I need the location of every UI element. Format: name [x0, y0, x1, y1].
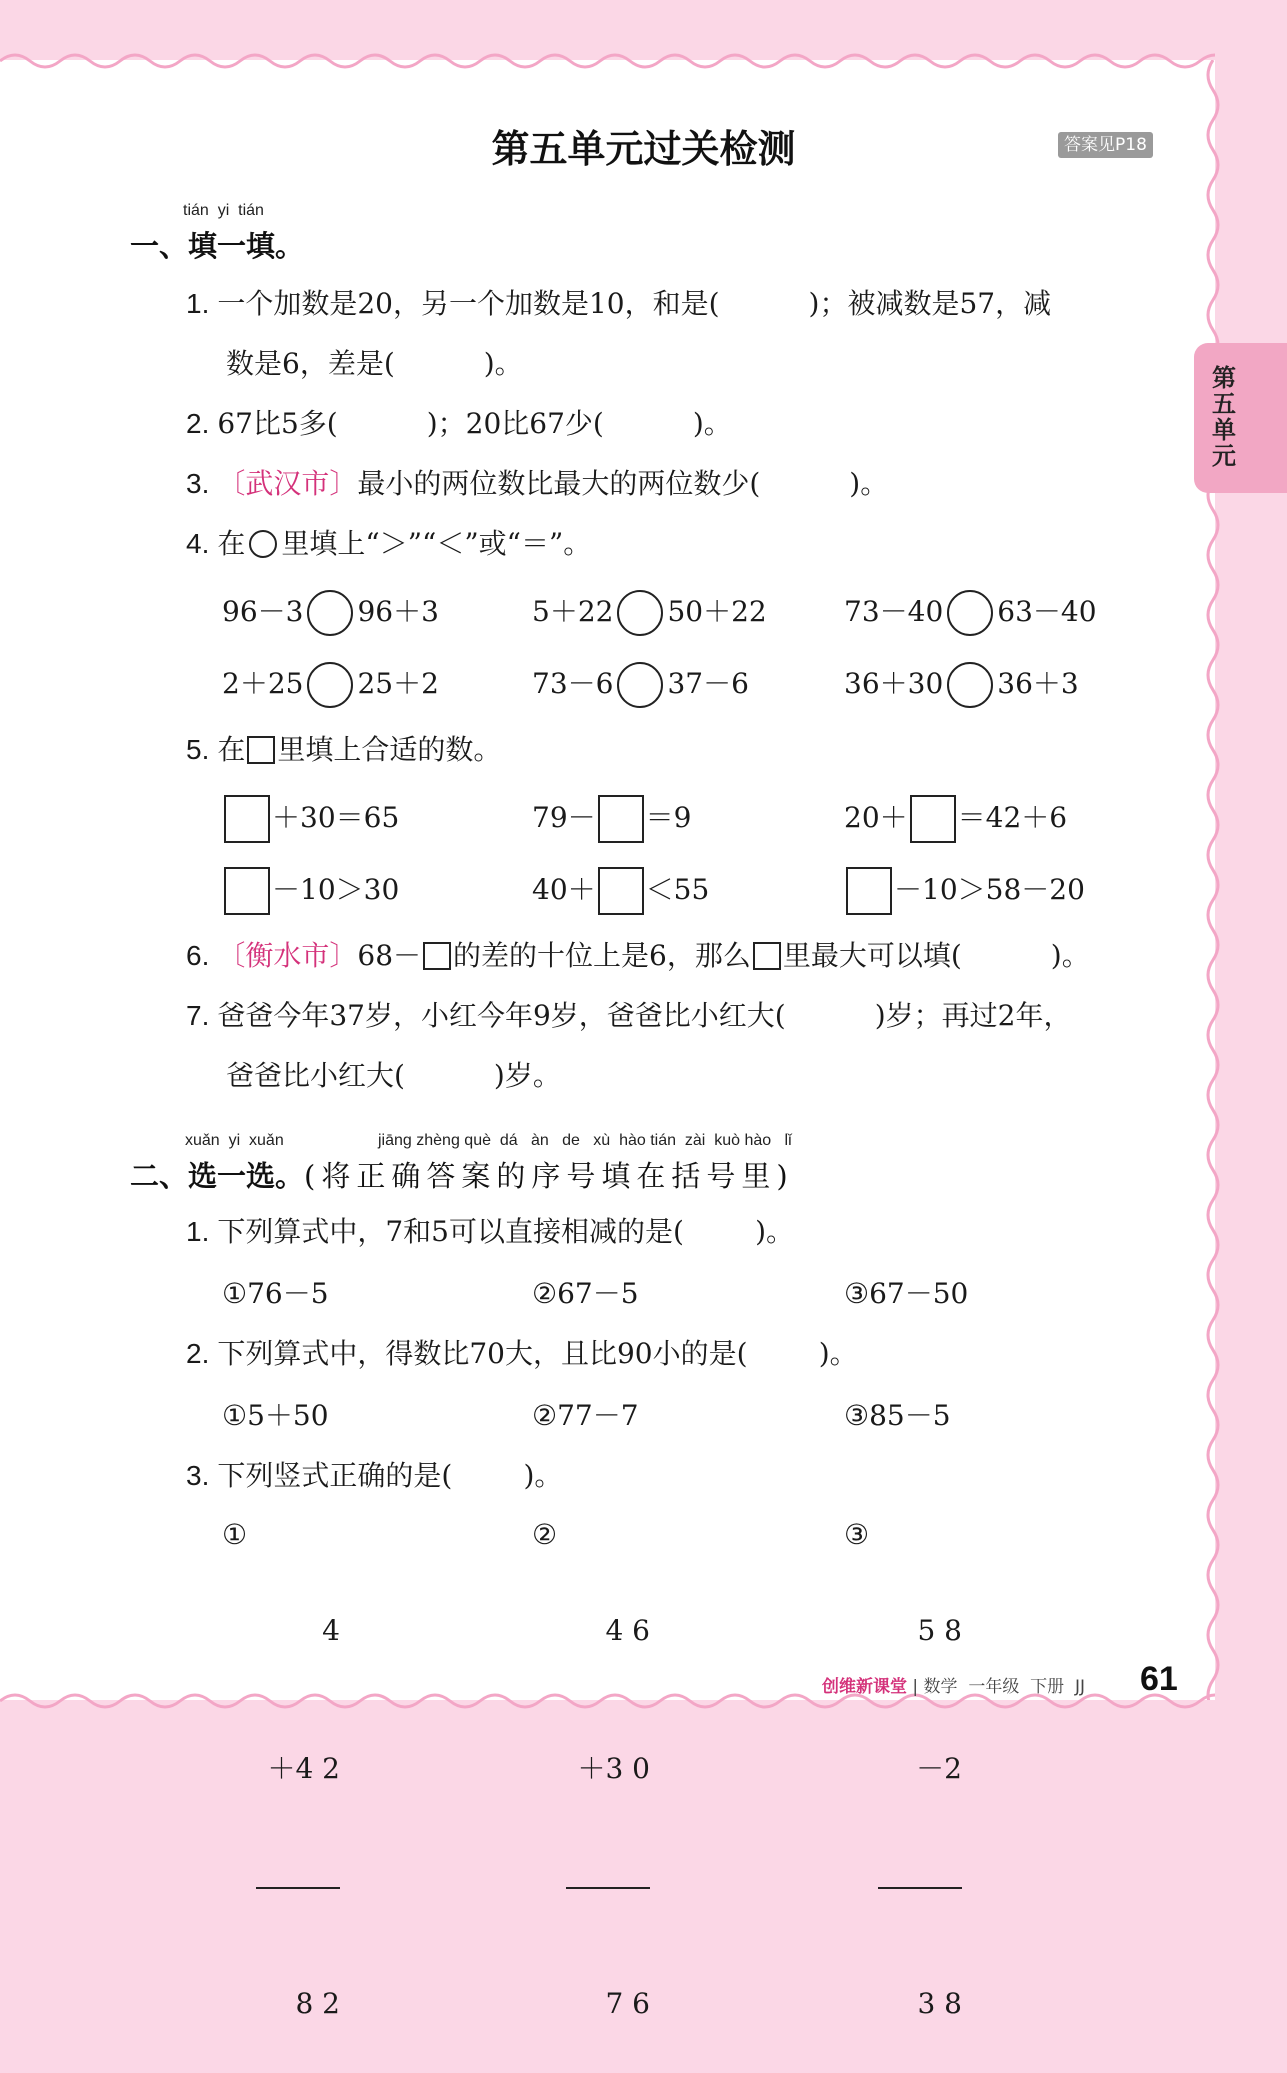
question-text: 下列算式中，7和5可以直接相减的是( )。	[217, 1215, 795, 1248]
vertical-calc	[878, 1516, 962, 2073]
question-text: 一个加数是20，另一个加数是10，和是( )；被减数是57，减	[217, 287, 1052, 320]
s1-question-6	[186, 938, 1090, 974]
expr-right: 37－6	[667, 667, 749, 700]
question-number: 5.	[186, 734, 210, 765]
expr-right: ＝42＋6	[957, 801, 1068, 834]
question-number: 1.	[186, 288, 210, 319]
section2-title	[130, 1154, 794, 1195]
option-item[interactable]: ①76－5	[222, 1277, 329, 1310]
question-text-post: 里最大可以填( )。	[782, 939, 1090, 972]
question-text: 67比5多( )；20比67少( )。	[217, 407, 732, 440]
question-number: 3.	[186, 1460, 210, 1491]
answer-reference-badge: 答案见P18	[1058, 132, 1153, 158]
question-text-post: 里填上“＞”“＜”或“＝”。	[281, 527, 592, 560]
calc-rule	[256, 1887, 340, 1889]
expr-right: ＝9	[645, 801, 692, 834]
s1-question-1	[186, 286, 1051, 322]
compare-circle[interactable]	[617, 590, 663, 636]
calc-top: 4 6	[605, 1614, 650, 1647]
vertical-calc	[256, 1516, 340, 2073]
question-number: 4.	[186, 528, 210, 559]
fill-item	[222, 800, 399, 837]
circle-symbol-icon	[249, 530, 277, 558]
fill-item	[844, 872, 1085, 909]
question-text: 爸爸今年37岁，小红今年9岁，爸爸比小红大( )岁；再过2年，	[217, 999, 1072, 1032]
section1-pinyin: tián yi tián	[183, 202, 264, 219]
expr-left: 36＋30	[844, 667, 944, 700]
side-tab-label: 第五单元	[1212, 364, 1236, 470]
compare-item	[844, 666, 1079, 702]
section2-pinyin: xuǎn yi xuǎn	[185, 1132, 284, 1149]
fill-box[interactable]	[846, 867, 892, 915]
region-tag: 〔武汉市〕	[217, 467, 358, 500]
s1-question-3	[186, 466, 888, 502]
question-number: 2.	[186, 1338, 210, 1369]
compare-circle[interactable]	[947, 590, 993, 636]
fill-box[interactable]	[224, 795, 270, 843]
page-title: 第五单元过关检测	[491, 127, 796, 171]
question-text: 最小的两位数比最大的两位数少( )。	[357, 467, 889, 500]
calc-top: 5 8	[917, 1614, 962, 1647]
section2-note-pinyin: jiāng zhèng què dá àn de xù hào tián zài kuò hào lǐ	[378, 1132, 792, 1149]
unit-side-tab	[1194, 343, 1287, 493]
expr-left: 40＋	[532, 873, 596, 906]
expr-left: 73－6	[532, 667, 614, 700]
expr-right: 96＋3	[357, 595, 439, 628]
square-symbol-icon	[247, 736, 275, 764]
s1-question-7	[186, 998, 1071, 1034]
section2-note: (将正确答案的序号填在括号里)	[304, 1159, 794, 1193]
question-number: 3.	[186, 468, 210, 499]
question-text: 下列竖式正确的是( )。	[217, 1459, 563, 1492]
expr-left: 5＋22	[532, 595, 614, 628]
s1-question-1-cont: 数是6，差是( )。	[226, 347, 523, 380]
compare-item	[222, 666, 439, 702]
region-tag: 〔衡水市〕	[217, 939, 358, 972]
compare-item	[222, 594, 439, 630]
expr-right: －10＞58－20	[894, 873, 1085, 906]
s2-question-1	[186, 1214, 794, 1250]
calc-operand: ＋3 0	[577, 1752, 650, 1785]
question-text-pre: 68－	[357, 939, 422, 972]
calc-top: 4	[322, 1614, 340, 1647]
right-wave-border	[1201, 60, 1225, 1700]
option-mark[interactable]: ③	[844, 1518, 870, 1551]
s2-question-2	[186, 1336, 858, 1372]
vertical-calc	[566, 1516, 650, 2073]
s1-question-7-cont: 爸爸比小红大( )岁。	[226, 1059, 561, 1092]
s1-question-5	[186, 732, 501, 768]
s1-question-2	[186, 406, 732, 442]
option-item[interactable]: ③67－50	[844, 1277, 969, 1310]
fill-box[interactable]	[910, 795, 956, 843]
calc-operand: ＋4 2	[267, 1752, 340, 1785]
compare-circle[interactable]	[307, 662, 353, 708]
question-number: 7.	[186, 1000, 210, 1031]
calc-result: 3 8	[917, 1987, 962, 2020]
compare-circle[interactable]	[307, 590, 353, 636]
expr-left: 79－	[532, 801, 596, 834]
fill-box[interactable]	[224, 867, 270, 915]
expr-right: ＜55	[645, 873, 710, 906]
calc-result: 7 6	[605, 1987, 650, 2020]
fill-box[interactable]	[598, 795, 644, 843]
option-item[interactable]: ①5＋50	[222, 1399, 329, 1432]
expr-left: 2＋25	[222, 667, 304, 700]
question-number: 1.	[186, 1216, 210, 1247]
square-symbol-icon	[753, 942, 781, 970]
expr-left: 73－40	[844, 595, 944, 628]
option-mark[interactable]: ①	[222, 1518, 248, 1551]
s2-question-3	[186, 1458, 562, 1494]
expr-right: 36＋3	[997, 667, 1079, 700]
compare-item	[532, 594, 767, 630]
fill-item	[532, 872, 709, 909]
s1-question-4	[186, 526, 591, 562]
option-item[interactable]: ③85－5	[844, 1399, 951, 1432]
compare-item	[844, 594, 1097, 630]
question-number: 2.	[186, 408, 210, 439]
expr-right: 25＋2	[357, 667, 439, 700]
expr-right: 63－40	[997, 595, 1097, 628]
section2-title-text: 二、选一选。	[130, 1159, 305, 1193]
option-item[interactable]: ②77－7	[532, 1399, 639, 1432]
expr-right: 50＋22	[667, 595, 767, 628]
question-text-pre: 在	[217, 733, 246, 766]
page-number: 61	[1140, 1660, 1178, 1698]
top-wave-border	[0, 48, 1215, 74]
expr-left: 20＋	[844, 801, 908, 834]
calc-rule	[878, 1887, 962, 1889]
option-mark[interactable]: ②	[532, 1518, 558, 1551]
question-text-pre: 在	[217, 527, 246, 560]
expr-right: ＋30＝65	[272, 801, 400, 834]
option-item[interactable]: ②67－5	[532, 1277, 639, 1310]
fill-item	[222, 872, 399, 909]
expr-left: 96－3	[222, 595, 304, 628]
compare-item	[532, 666, 749, 702]
question-text-post: 里填上合适的数。	[277, 733, 502, 766]
calc-operand: －2	[916, 1752, 962, 1785]
question-text-mid: 的差的十位上是6，那么	[453, 939, 751, 972]
footer-info	[822, 1672, 1085, 1697]
compare-circle[interactable]	[947, 662, 993, 708]
fill-item	[532, 800, 691, 837]
question-text: 下列算式中，得数比70大，且比90小的是( )。	[217, 1337, 858, 1370]
brand-name: 创维新课堂	[822, 1677, 907, 1697]
section1-title: 一、填一填。	[130, 229, 305, 263]
calc-result: 8 2	[295, 1987, 340, 2020]
question-number: 6.	[186, 940, 210, 971]
calc-rule	[566, 1887, 650, 1889]
square-symbol-icon	[423, 942, 451, 970]
fill-item	[844, 800, 1067, 837]
fill-box[interactable]	[598, 867, 644, 915]
compare-circle[interactable]	[617, 662, 663, 708]
book-info: | 数学 一年级 下册 JJ	[907, 1677, 1085, 1697]
expr-right: －10＞30	[272, 873, 400, 906]
